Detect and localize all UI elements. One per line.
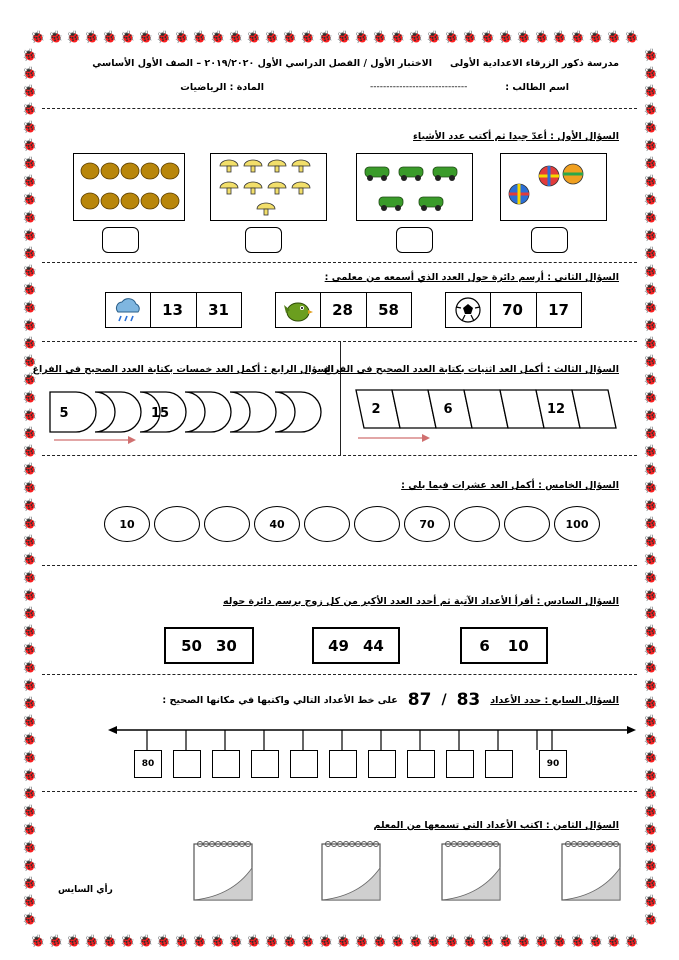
ladybug-icon: 🐞 — [606, 30, 621, 44]
number-pair-box — [312, 627, 400, 664]
ladybug-icon: 🐞 — [22, 516, 37, 530]
number-line-box: 90 — [539, 750, 567, 778]
notepad-answer[interactable] — [320, 838, 384, 908]
ladybug-icon: 🐞 — [174, 30, 189, 44]
number-choice[interactable]: 70 — [502, 301, 523, 319]
ladybug-icon: 🐞 — [22, 876, 37, 890]
soccer-ball-icon — [446, 293, 490, 327]
number-line-box[interactable] — [446, 750, 474, 778]
ten-count-oval[interactable] — [154, 506, 200, 542]
notepad-answer[interactable] — [560, 838, 624, 908]
ladybug-icon: 🐞 — [444, 934, 459, 948]
ladybug-icon: 🐞 — [643, 282, 658, 296]
number-choice[interactable]: 13 — [162, 301, 183, 319]
question-4-title: السؤال الرابع : أكمل العد خمسات بكتابة العدد الصحيح في الفراغ — [32, 364, 334, 375]
question-3-title: السؤال الثالث : أكمل العد اثنيات بكتابة العدد الصحيح في الفراغ — [323, 364, 619, 375]
ladybug-icon: 🐞 — [643, 858, 658, 872]
ladybug-icon: 🐞 — [390, 934, 405, 948]
beach-ball-icon — [501, 154, 606, 220]
ladybug-icon: 🐞 — [22, 138, 37, 152]
exam-title: الاختبار الأول / الفصل الدراسي الأول ٢٠١٩/٢٠٢٠ – الصف الأول الأساسي — [92, 58, 432, 69]
ladybug-icon: 🐞 — [534, 30, 549, 44]
ladybug-icon: 🐞 — [22, 210, 37, 224]
ladybug-icon: 🐞 — [552, 934, 567, 948]
rain-cloud-icon — [106, 293, 150, 327]
ladybug-icon: 🐞 — [22, 498, 37, 512]
ladybug-icon: 🐞 — [174, 934, 189, 948]
ladybug-icon: 🐞 — [22, 570, 37, 584]
ladybug-icon: 🐞 — [643, 84, 658, 98]
ladybug-icon: 🐞 — [192, 30, 207, 44]
ladybug-icon: 🐞 — [336, 934, 351, 948]
car-icon — [357, 154, 472, 220]
coin-icon — [74, 154, 184, 220]
ladybug-icon: 🐞 — [643, 426, 658, 440]
ladybug-icon: 🐞 — [210, 30, 225, 44]
pair-number[interactable]: 30 — [216, 636, 237, 655]
ladybug-icon: 🐞 — [282, 934, 297, 948]
ten-count-oval[interactable] — [354, 506, 400, 542]
ladybug-icon: 🐞 — [102, 30, 117, 44]
ladybug-icon: 🐞 — [22, 408, 37, 422]
ladybug-icon: 🐞 — [22, 480, 37, 494]
ladybug-icon: 🐞 — [643, 354, 658, 368]
ladybug-icon: 🐞 — [102, 934, 117, 948]
lamp-icon — [211, 154, 326, 220]
number-pair-box — [164, 627, 254, 664]
ladybug-icon: 🐞 — [372, 30, 387, 44]
ladybug-icon: 🐞 — [22, 678, 37, 692]
bullet-value: 5 — [59, 405, 69, 421]
ladybug-icon: 🐞 — [300, 30, 315, 44]
pair-number[interactable]: 44 — [363, 636, 384, 655]
ladybug-icon: 🐞 — [264, 934, 279, 948]
ladybug-icon: 🐞 — [22, 120, 37, 134]
ladybug-icon: 🐞 — [643, 264, 658, 278]
ladybug-icon: 🐞 — [643, 588, 658, 602]
ladybug-icon: 🐞 — [643, 192, 658, 206]
question-6-title: السؤال السادس : أقرأ الأعداد الآتية ثم أحدد العدد الأكبر من كل زوج برسم دائرة حوله — [223, 596, 619, 607]
ladybug-icon: 🐞 — [192, 934, 207, 948]
ladybug-icon: 🐞 — [22, 534, 37, 548]
ladybug-icon: 🐞 — [643, 174, 658, 188]
ladybug-icon: 🐞 — [606, 934, 621, 948]
ten-count-oval[interactable] — [304, 506, 350, 542]
ladybug-icon: 🐞 — [643, 66, 658, 80]
ladybug-icon: 🐞 — [300, 934, 315, 948]
ten-count-oval[interactable] — [454, 506, 500, 542]
ladybug-icon: 🐞 — [643, 840, 658, 854]
ladybug-icon: 🐞 — [246, 934, 261, 948]
notepad-icon — [192, 838, 256, 904]
ladybug-icon: 🐞 — [22, 354, 37, 368]
ladybug-icon: 🐞 — [643, 912, 658, 926]
ladybug-icon: 🐞 — [318, 30, 333, 44]
ladybug-icon: 🐞 — [643, 480, 658, 494]
ladybug-icon: 🐞 — [570, 30, 585, 44]
ladybug-icon: 🐞 — [643, 390, 658, 404]
ladybug-icon: 🐞 — [210, 934, 225, 948]
ladybug-icon: 🐞 — [588, 934, 603, 948]
number-choice[interactable]: 31 — [208, 301, 229, 319]
ladybug-icon: 🐞 — [480, 30, 495, 44]
ladybug-icon: 🐞 — [643, 372, 658, 386]
ladybug-icon: 🐞 — [354, 934, 369, 948]
target-number: 83 — [456, 690, 481, 710]
ladybug-icon: 🐞 — [408, 30, 423, 44]
ladybug-icon: 🐞 — [22, 246, 37, 260]
student-name-field[interactable]: ------------------------------ — [370, 82, 468, 92]
ladybug-icon: 🐞 — [643, 102, 658, 116]
ladybug-icon: 🐞 — [22, 444, 37, 458]
number-line-box[interactable] — [407, 750, 435, 778]
question-7-title — [162, 690, 619, 710]
number-pair-box — [460, 627, 548, 664]
ladybug-icon: 🐞 — [462, 30, 477, 44]
ten-count-oval: 40 — [254, 506, 300, 542]
ladybug-icon: 🐞 — [588, 30, 603, 44]
ladybug-icon: 🐞 — [22, 390, 37, 404]
ten-count-oval: 70 — [404, 506, 450, 542]
pair-number[interactable]: 6 — [479, 636, 490, 655]
ladybug-icon: 🐞 — [643, 498, 658, 512]
divider — [42, 455, 637, 456]
ten-count-oval: 10 — [104, 506, 150, 542]
ladybug-icon: 🐞 — [84, 934, 99, 948]
divider — [42, 791, 637, 792]
number-choice[interactable]: 58 — [378, 301, 399, 319]
ladybug-icon: 🐞 — [444, 30, 459, 44]
ladybug-icon: 🐞 — [22, 786, 37, 800]
ladybug-icon: 🐞 — [643, 408, 658, 422]
divider — [42, 262, 637, 263]
subject-label: المادة : الرياضيات — [180, 82, 264, 93]
ladybug-icon: 🐞 — [22, 732, 37, 746]
ladybug-icon: 🐞 — [48, 30, 63, 44]
number-choice[interactable]: 17 — [548, 301, 569, 319]
number-line-box[interactable] — [485, 750, 513, 778]
ladybug-icon: 🐞 — [643, 768, 658, 782]
ladybug-icon: 🐞 — [624, 30, 639, 44]
ladybug-icon: 🐞 — [643, 300, 658, 314]
ladybug-icon: 🐞 — [22, 48, 37, 62]
ladybug-icon: 🐞 — [570, 934, 585, 948]
ladybug-icon: 🐞 — [643, 606, 658, 620]
question-2-title: السؤال الثاني : أرسم دائرة حول العدد الذي أسمعه من معلمي : — [324, 272, 619, 283]
ladybug-icon: 🐞 — [372, 934, 387, 948]
ladybug-icon: 🐞 — [22, 696, 37, 710]
ladybug-icon: 🐞 — [426, 30, 441, 44]
ladybug-icon: 🐞 — [552, 30, 567, 44]
ladybug-icon: 🐞 — [643, 534, 658, 548]
ladybug-icon: 🐞 — [22, 336, 37, 350]
school-name: مدرسة ذكور الزرقاء الاعدادية الأولى — [449, 58, 619, 69]
ladybug-icon: 🐞 — [30, 30, 45, 44]
ladybug-icon: 🐞 — [643, 246, 658, 260]
parallelogram-value: 2 — [371, 401, 381, 417]
ladybug-icon: 🐞 — [643, 678, 658, 692]
ladybug-icon: 🐞 — [643, 624, 658, 638]
ladybug-icon: 🐞 — [156, 30, 171, 44]
ladybug-icon: 🐞 — [138, 30, 153, 44]
answer-box-balls[interactable] — [531, 227, 568, 253]
ladybug-icon: 🐞 — [22, 858, 37, 872]
ladybug-icon: 🐞 — [426, 934, 441, 948]
question-7-instruction: على خط الأعداد التالي واكتبها في مكانها الصحيح : — [162, 694, 398, 706]
pair-number[interactable]: 50 — [181, 636, 202, 655]
answer-box-coins[interactable] — [102, 227, 139, 253]
ladybug-icon: 🐞 — [282, 30, 297, 44]
count-picture-lamps — [210, 153, 327, 221]
count-picture-cars — [356, 153, 473, 221]
question-5-title: السؤال الخامس : أكمل العد عشرات فيما يلي : — [401, 480, 619, 491]
number-line-box[interactable] — [173, 750, 201, 778]
ladybug-icon: 🐞 — [120, 30, 135, 44]
ladybug-icon: 🐞 — [138, 934, 153, 948]
notepad-icon — [560, 838, 624, 904]
ladybug-icon: 🐞 — [462, 934, 477, 948]
ladybug-icon: 🐞 — [643, 660, 658, 674]
ladybug-icon: 🐞 — [22, 300, 37, 314]
ladybug-icon: 🐞 — [66, 30, 81, 44]
number-line-box[interactable] — [368, 750, 396, 778]
ladybug-icon: 🐞 — [498, 30, 513, 44]
ladybug-icon: 🐞 — [318, 934, 333, 948]
answer-box-lamps[interactable] — [245, 227, 282, 253]
answer-box-cars[interactable] — [396, 227, 433, 253]
ladybug-icon: 🐞 — [22, 840, 37, 854]
number-group-ball — [445, 292, 582, 328]
ladybug-icon: 🐞 — [643, 210, 658, 224]
ladybug-icon: 🐞 — [643, 876, 658, 890]
ladybug-icon: 🐞 — [22, 426, 37, 440]
number-line-box[interactable] — [329, 750, 357, 778]
ladybug-icon: 🐞 — [534, 934, 549, 948]
ladybug-icon: 🐞 — [22, 912, 37, 926]
ladybug-icon: 🐞 — [516, 30, 531, 44]
divider — [42, 108, 637, 109]
ladybug-icon: 🐞 — [22, 624, 37, 638]
ladybug-icon: 🐞 — [22, 606, 37, 620]
ladybug-icon: 🐞 — [354, 30, 369, 44]
target-number: 87 — [407, 690, 432, 710]
ladybug-icon: 🐞 — [643, 750, 658, 764]
ladybug-icon: 🐞 — [498, 934, 513, 948]
number-line-box[interactable] — [251, 750, 279, 778]
ladybug-icon: 🐞 — [30, 934, 45, 948]
number-line — [108, 722, 638, 752]
ladybug-icon: 🐞 — [22, 66, 37, 80]
question-8-title: السؤال الثامن : اكتب الأعداد التي تسمعها من المعلم — [373, 820, 619, 831]
ladybug-icon: 🐞 — [22, 642, 37, 656]
signature: رأي السايس — [58, 885, 113, 895]
ladybug-icon: 🐞 — [84, 30, 99, 44]
ladybug-icon: 🐞 — [48, 934, 63, 948]
ladybug-icon: 🐞 — [22, 552, 37, 566]
ladybug-icon: 🐞 — [228, 30, 243, 44]
number-line-box[interactable] — [212, 750, 240, 778]
student-name-label: اسم الطالب : — [505, 82, 569, 93]
number-group-bird — [275, 292, 412, 328]
ladybug-icon: 🐞 — [624, 934, 639, 948]
count-picture-coins — [73, 153, 185, 221]
ladybug-icon: 🐞 — [22, 102, 37, 116]
separator: / — [441, 692, 447, 708]
parallelogram-value: 6 — [443, 401, 453, 417]
notepad-answer[interactable] — [192, 838, 256, 908]
pair-number[interactable]: 49 — [328, 636, 349, 655]
ladybug-icon: 🐞 — [22, 372, 37, 386]
vertical-divider — [340, 341, 341, 455]
ladybug-icon: 🐞 — [66, 934, 81, 948]
ladybug-icon: 🐞 — [22, 804, 37, 818]
count-picture-balls — [500, 153, 607, 221]
ladybug-icon: 🐞 — [22, 822, 37, 836]
ladybug-icon: 🐞 — [643, 696, 658, 710]
ladybug-icon: 🐞 — [246, 30, 261, 44]
ten-count-oval: 100 — [554, 506, 600, 542]
ladybug-icon: 🐞 — [643, 138, 658, 152]
ladybug-icon: 🐞 — [643, 822, 658, 836]
ladybug-icon: 🐞 — [22, 228, 37, 242]
ladybug-icon: 🐞 — [643, 894, 658, 908]
ladybug-icon: 🐞 — [22, 750, 37, 764]
ladybug-icon: 🐞 — [22, 282, 37, 296]
question-1-title: السؤال الأول : أعدّ جيدا ثم أكتب عدد الأشياء — [413, 131, 619, 142]
ten-count-oval[interactable] — [204, 506, 250, 542]
ladybug-icon: 🐞 — [22, 660, 37, 674]
ladybug-icon: 🐞 — [156, 934, 171, 948]
parallelogram-value: 12 — [546, 401, 566, 417]
bird-icon — [276, 293, 320, 327]
number-group-cloud — [105, 292, 242, 328]
ladybug-icon: 🐞 — [336, 30, 351, 44]
ladybug-icon: 🐞 — [480, 934, 495, 948]
ladybug-icon: 🐞 — [643, 48, 658, 62]
ladybug-icon: 🐞 — [22, 174, 37, 188]
ladybug-icon: 🐞 — [408, 934, 423, 948]
pair-number[interactable]: 10 — [507, 636, 529, 655]
ladybug-icon: 🐞 — [22, 84, 37, 98]
ladybug-icon: 🐞 — [22, 156, 37, 170]
parallelogram-sequence — [352, 388, 642, 444]
ladybug-icon: 🐞 — [22, 318, 37, 332]
ladybug-icon: 🐞 — [643, 804, 658, 818]
divider — [42, 565, 637, 566]
notepad-icon — [440, 838, 504, 904]
bullet-shape-sequence — [48, 390, 328, 446]
number-choice[interactable]: 28 — [332, 301, 353, 319]
ladybug-icon: 🐞 — [643, 570, 658, 584]
ladybug-icon: 🐞 — [643, 642, 658, 656]
ladybug-icon: 🐞 — [516, 934, 531, 948]
ladybug-icon: 🐞 — [643, 120, 658, 134]
ladybug-icon: 🐞 — [643, 336, 658, 350]
ladybug-icon: 🐞 — [22, 768, 37, 782]
ladybug-icon: 🐞 — [228, 934, 243, 948]
ladybug-icon: 🐞 — [390, 30, 405, 44]
ladybug-icon: 🐞 — [22, 588, 37, 602]
notepad-icon — [320, 838, 384, 904]
bullet-value: 15 — [150, 405, 170, 421]
ladybug-icon: 🐞 — [643, 516, 658, 530]
number-line-box[interactable] — [290, 750, 318, 778]
ladybug-icon: 🐞 — [643, 228, 658, 242]
ten-count-oval[interactable] — [504, 506, 550, 542]
ladybug-icon: 🐞 — [22, 264, 37, 278]
divider — [42, 674, 637, 675]
ladybug-icon: 🐞 — [643, 552, 658, 566]
question-7-label: السؤال السابع : حدد الأعداد — [490, 694, 619, 706]
number-line-box: 80 — [134, 750, 162, 778]
ladybug-icon: 🐞 — [643, 444, 658, 458]
ladybug-icon: 🐞 — [643, 462, 658, 476]
notepad-answer[interactable] — [440, 838, 504, 908]
ladybug-icon: 🐞 — [264, 30, 279, 44]
ladybug-icon: 🐞 — [22, 894, 37, 908]
ladybug-icon: 🐞 — [120, 934, 135, 948]
ladybug-icon: 🐞 — [22, 714, 37, 728]
ladybug-icon: 🐞 — [22, 192, 37, 206]
ladybug-icon: 🐞 — [22, 462, 37, 476]
ladybug-icon: 🐞 — [643, 156, 658, 170]
ladybug-icon: 🐞 — [643, 714, 658, 728]
ladybug-icon: 🐞 — [643, 786, 658, 800]
ladybug-icon: 🐞 — [643, 732, 658, 746]
ladybug-icon: 🐞 — [643, 318, 658, 332]
